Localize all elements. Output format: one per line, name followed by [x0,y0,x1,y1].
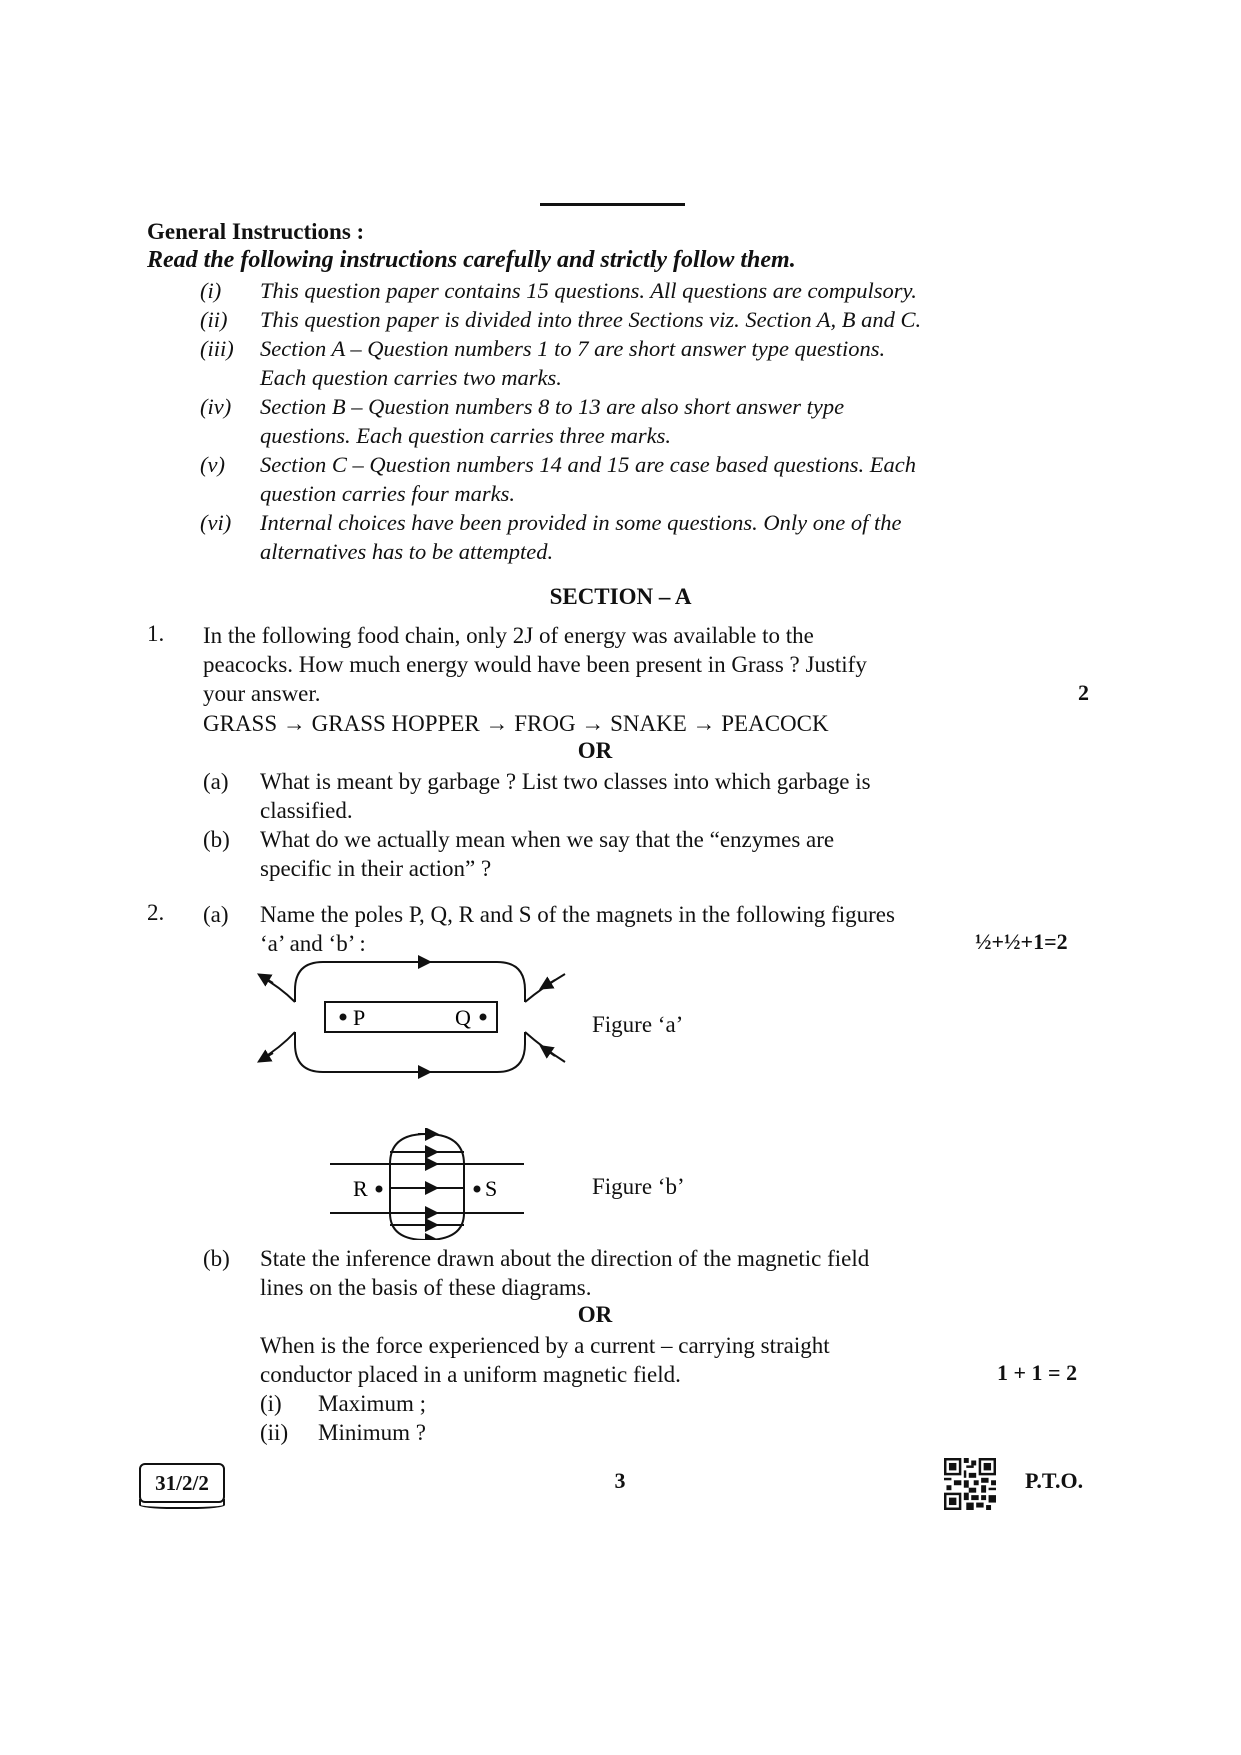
instruction-item [200,276,1085,305]
paper-code: 31/2/2 [139,1463,225,1503]
or-label: OR [577,738,613,763]
instruction-line: Section C – Question numbers 14 and 15 are case based questions. Each [260,452,916,477]
marks: 1 + 1 = 2 [997,1360,1078,1385]
question-1-text [203,621,1035,708]
question-line: specific in their action” ? [260,856,492,881]
instruction-line: Each question carries two marks. [260,365,562,390]
question-1b-text [260,825,1035,883]
instruction-line: Section B – Question numbers 8 to 13 are also short answer type [260,394,845,419]
instruction-item [200,305,1085,334]
or-label: OR [577,1302,613,1327]
question-2b-text [260,1244,1035,1302]
sub-part-label: (i) [260,1391,282,1416]
pole-s-label: S [485,1176,498,1201]
question-line: your answer. [203,681,321,706]
marks: 2 [1078,680,1089,705]
question-line: classified. [260,798,353,823]
figure-b-label: Figure ‘b’ [592,1174,685,1199]
page-number: 3 [614,1468,626,1493]
instruction-item [200,392,1085,450]
pto-label: P.T.O. [1025,1468,1084,1493]
qr-code-icon [944,1458,996,1510]
part-label: (b) [203,827,230,852]
question-line: State the inference drawn about the direction of the magnetic field [260,1246,870,1271]
instruction-line: questions. Each question carries three marks. [260,423,671,448]
question-line: When is the force experienced by a current – carrying straight [260,1333,830,1358]
instruction-line: This question paper contains 15 questions. All questions are compulsory. [260,278,917,303]
part-label: (a) [203,902,229,927]
sub-part-label: (ii) [260,1420,289,1445]
question-line: ‘a’ and ‘b’ : [260,931,366,956]
instruction-number: (iii) [200,336,234,361]
question-line: Name the poles P, Q, R and S of the magnets in the following figures [260,902,895,927]
section-title: SECTION – A [549,584,692,609]
instruction-item [200,508,1085,566]
sub-part-text: Maximum ; [318,1391,426,1416]
instruction-line: Section A – Question numbers 1 to 7 are short answer type questions. [260,336,886,361]
instruction-line: alternatives has to be attempted. [260,539,554,564]
instruction-number: (iv) [200,394,232,419]
instruction-line: Internal choices have been provided in some questions. Only one of the [260,510,902,535]
pole-p-label: P [353,1005,366,1030]
instruction-number: (v) [200,452,225,477]
instruction-line: question carries four marks. [260,481,515,506]
instruction-item [200,450,1085,508]
question-line: What is meant by garbage ? List two classes into which garbage is [260,769,871,794]
question-line: In the following food chain, only 2J of energy was available to the [203,623,814,648]
question-number: 1. [147,621,165,646]
question-line: conductor placed in a uniform magnetic field. [260,1362,681,1387]
pole-r-label: R [353,1176,368,1201]
question-2a-text [260,900,1035,958]
general-instructions-heading: General Instructions : [147,219,365,244]
food-chain: GRASS → GRASS HOPPER → FROG → SNAKE → PEACOCK [203,711,829,736]
instruction-number: (vi) [200,510,232,535]
question-number: 2. [147,900,165,925]
sub-part-text: Minimum ? [318,1420,426,1445]
question-line: What do we actually mean when we say that the “enzymes are [260,827,835,852]
read-instructions-heading: Read the following instructions carefully and strictly follow them. [147,247,796,273]
instruction-line: This question paper is divided into three Sections viz. Section A, B and C. [260,307,922,332]
instruction-number: (ii) [200,307,228,332]
question-1a-text [260,767,1035,825]
figure-b-diagram [328,1128,528,1240]
instruction-item [200,334,1085,392]
instruction-number: (i) [200,278,222,303]
part-label: (b) [203,1246,230,1271]
figure-a-label: Figure ‘a’ [592,1012,684,1037]
marks: ½+½+1=2 [975,929,1068,954]
part-label: (a) [203,769,229,794]
top-rule [540,203,685,206]
question-line: peacocks. How much energy would have been present in Grass ? Justify [203,652,867,677]
figure-a-diagram [255,952,575,1092]
pole-q-label: Q [455,1005,471,1030]
question-2-alt-text [260,1331,1035,1389]
question-line: lines on the basis of these diagrams. [260,1275,592,1300]
